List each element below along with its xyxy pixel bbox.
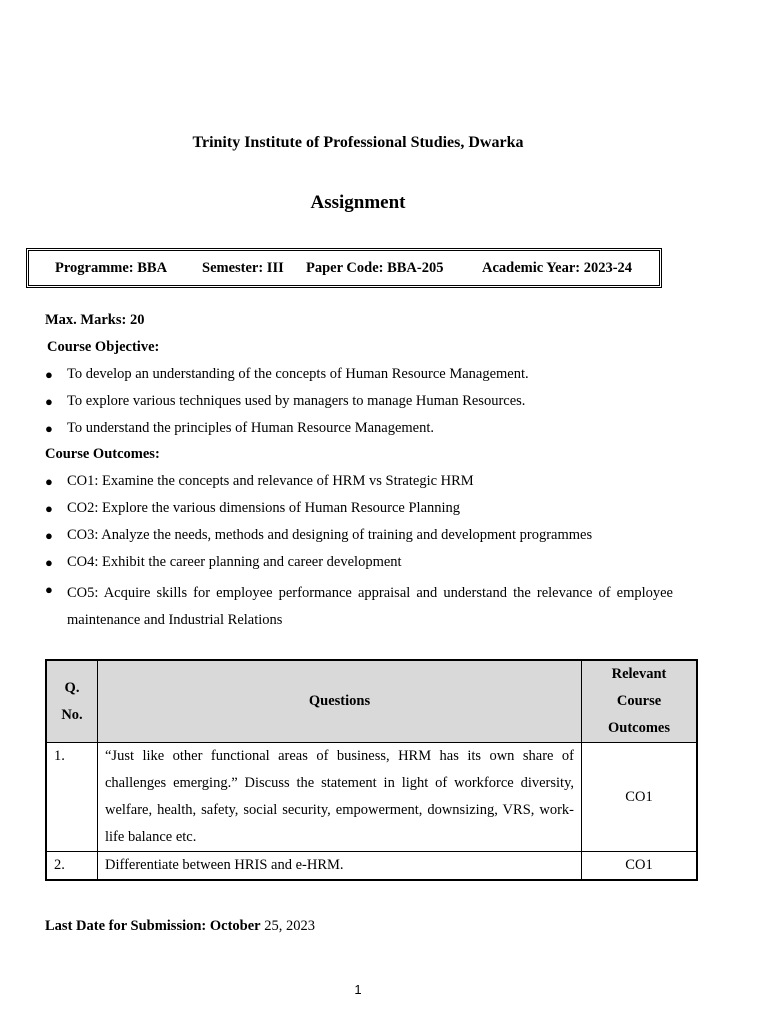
objective-item: To explore various techniques used by managers to manage Human Resources. bbox=[67, 393, 526, 409]
submission-label: Last Date for Submission: October bbox=[45, 918, 261, 934]
question-outcome: CO1 bbox=[582, 743, 698, 852]
outcome-item: CO1: Examine the concepts and relevance of HRM vs Strategic HRM bbox=[67, 473, 474, 489]
question-text: Differentiate between HRIS and e-HRM. bbox=[98, 852, 582, 881]
max-marks: Max. Marks: 20 bbox=[45, 312, 145, 328]
qno-header: Q. No. bbox=[46, 660, 98, 743]
objective-item: To understand the principles of Human Resource Management. bbox=[67, 420, 435, 436]
table-header-row bbox=[46, 660, 697, 743]
questions-table bbox=[45, 659, 698, 881]
programme-info-box bbox=[26, 248, 662, 288]
table-row bbox=[46, 743, 697, 852]
bullet-icon: ● bbox=[45, 555, 53, 570]
bullet-icon: ● bbox=[45, 394, 53, 409]
bullet-icon: ● bbox=[45, 474, 53, 489]
question-text: “Just like other functional areas of business, HRM has its own share of challenges emerging.” Discuss the statement in light of workforce diversity, welfare, health, safety, social security, empowerment, downsizing, VRS, work-life balance etc. bbox=[98, 743, 582, 852]
outcome-item: CO2: Explore the various dimensions of Human Resource Planning bbox=[67, 500, 461, 516]
institute-name: Trinity Institute of Professional Studies, Dwarka bbox=[192, 134, 524, 151]
question-number: 2. bbox=[46, 852, 98, 881]
outcome-item: CO5: Acquire skills for employee performance appraisal and understand the relevance of employee maintenance and Industrial Relations bbox=[67, 585, 673, 628]
bullet-icon: ● bbox=[45, 421, 53, 436]
outcome-item: CO4: Exhibit the career planning and career development bbox=[67, 554, 402, 570]
outcomes-header: Relevant Course Outcomes bbox=[582, 660, 698, 743]
questions-header: Questions bbox=[98, 660, 582, 743]
bullet-icon: ● bbox=[45, 367, 53, 382]
academic-year-label: Academic Year: 2023-24 bbox=[482, 260, 633, 276]
table-row bbox=[46, 852, 697, 881]
page-number: 1 bbox=[354, 982, 362, 997]
course-outcomes-heading: Course Outcomes: bbox=[45, 446, 160, 462]
objective-item: To develop an understanding of the concepts of Human Resource Management. bbox=[67, 366, 529, 382]
programme-label: Programme: BBA bbox=[55, 260, 168, 276]
submission-date: 25, 2023 bbox=[260, 918, 315, 934]
document-title: Assignment bbox=[310, 192, 406, 213]
bullet-icon: ● bbox=[45, 501, 53, 516]
bullet-icon: ● bbox=[45, 528, 53, 543]
submission-deadline bbox=[45, 918, 315, 935]
question-outcome: CO1 bbox=[582, 852, 698, 881]
paper-code-label: Paper Code: BBA-205 bbox=[306, 260, 444, 276]
outcome-item: CO3: Analyze the needs, methods and designing of training and development programmes bbox=[67, 527, 593, 543]
semester-label: Semester: III bbox=[202, 260, 284, 276]
course-objective-heading: Course Objective: bbox=[47, 339, 160, 355]
bullet-icon: ● bbox=[45, 582, 53, 597]
question-number: 1. bbox=[46, 743, 98, 852]
